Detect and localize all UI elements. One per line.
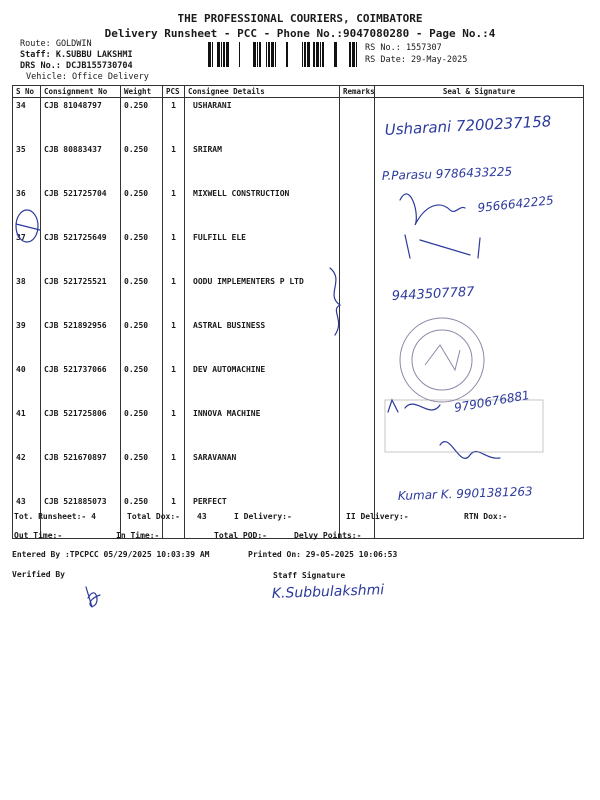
- cell-consignee: PERFECT: [185, 494, 340, 539]
- cell-weight: 0.250: [121, 274, 163, 318]
- row38-bracket-mark: [330, 268, 340, 335]
- cell-pcs: 1: [163, 318, 185, 362]
- row36-phone: 9566642225: [476, 193, 555, 215]
- col-seal-signature: Seal & Signature: [375, 86, 584, 98]
- cell-weight: 0.250: [121, 406, 163, 450]
- staff-signature-label: Staff Signature: [273, 571, 346, 580]
- cell-sno: 34: [13, 98, 41, 143]
- tot-runsheet: Tot. Runsheet:- 4: [14, 512, 96, 521]
- rtn-dox: RTN Dox:-: [464, 512, 508, 521]
- cell-weight: 0.250: [121, 98, 163, 143]
- row36-signature-scribble: [400, 194, 465, 225]
- delvy-points: Delvy Points:-: [294, 531, 362, 540]
- company-title: THE PROFESSIONAL COURIERS, COIMBATORE: [177, 12, 423, 25]
- cell-sno: 36: [13, 186, 41, 230]
- verifier-signature-stroke: [86, 587, 92, 607]
- i-delivery: I Delivery:-: [234, 512, 292, 521]
- cell-weight: 0.250: [121, 230, 163, 274]
- cell-consignment-no: CJB 521725521: [41, 274, 121, 318]
- cell-weight: 0.250: [121, 494, 163, 539]
- out-time: Out Time:-: [14, 531, 63, 540]
- cell-consignee: MIXWELL CONSTRUCTION: [185, 186, 340, 230]
- cell-weight: 0.250: [121, 318, 163, 362]
- cell-sno: 43: [13, 494, 41, 539]
- cell-consignment-no: CJB 521670897: [41, 450, 121, 494]
- vehicle-label: Vehicle: Office Delivery: [26, 72, 149, 82]
- in-time: In Time:-: [116, 531, 160, 540]
- col-remarks: Remarks: [340, 86, 375, 98]
- total-pod: Total POD:-: [214, 531, 267, 540]
- col-pcs: PCS: [163, 86, 185, 98]
- printed-on: Printed On: 29-05-2025 10:06:53: [248, 550, 398, 559]
- ii-delivery: II Delivery:-: [346, 512, 409, 521]
- cell-consignee: USHARANI: [185, 98, 340, 143]
- cell-consignee: INNOVA MACHINE: [185, 406, 340, 450]
- cell-weight: 0.250: [121, 186, 163, 230]
- cell-consignee: SARAVANAN: [185, 450, 340, 494]
- cell-pcs: 1: [163, 98, 185, 143]
- cell-sno: 39: [13, 318, 41, 362]
- runsheet-subtitle: Delivery Runsheet - PCC - Phone No.:9047080280 - Page No.:4: [104, 27, 496, 40]
- staff-signature-scribble: K.Subbulakshmi: [271, 582, 385, 602]
- cell-consignee: DEV AUTOMACHINE: [185, 362, 340, 406]
- cell-consignee: SRIRAM: [185, 142, 340, 186]
- cell-pcs: 1: [163, 406, 185, 450]
- cell-weight: 0.250: [121, 362, 163, 406]
- cell-sno: 37: [13, 230, 41, 274]
- cell-pcs: 1: [163, 274, 185, 318]
- total-dox-value: 43: [197, 512, 207, 521]
- cell-consignee: ASTRAL BUSINESS: [185, 318, 340, 362]
- drs-number: DRS No.: DCJB155730704: [20, 61, 133, 71]
- cell-weight: 0.250: [121, 142, 163, 186]
- row38-phone: 9443507787: [391, 284, 475, 304]
- cell-pcs: 1: [163, 142, 185, 186]
- row37-signature-scribble: [405, 235, 480, 258]
- entered-by: Entered By :TPCPCC 05/29/2025 10:03:39 AM: [12, 550, 210, 559]
- cell-consignment-no: CJB 521725649: [41, 230, 121, 274]
- cell-pcs: 1: [163, 230, 185, 274]
- cell-pcs: 1: [163, 494, 185, 539]
- cell-sno: 40: [13, 362, 41, 406]
- row41-phone: 9790676881: [453, 387, 531, 415]
- row34-signature: Usharani 7200237158: [384, 112, 552, 139]
- row41-signature-scribble: [388, 400, 440, 412]
- cell-pcs: 1: [163, 186, 185, 230]
- row43-signature: Kumar K. 9901381263: [397, 484, 533, 503]
- route-label: Route: GOLDWIN: [20, 39, 92, 49]
- total-dox-label: Total Dox:-: [127, 512, 180, 521]
- row35-signature: P.Parasu 9786433225: [381, 164, 513, 183]
- cell-consignment-no: CJB 80883437: [41, 142, 121, 186]
- cell-sno: 42: [13, 450, 41, 494]
- col-consignee: Consignee Details: [185, 86, 340, 98]
- row42-signature-scribble: [440, 442, 500, 459]
- cell-consignee: FULFILL ELE: [185, 230, 340, 274]
- row37-strike-mark: [16, 224, 40, 230]
- col-consignment: Consignment No: [41, 86, 121, 98]
- cell-sno: 35: [13, 142, 41, 186]
- row37-circle-mark: [16, 210, 38, 242]
- rs-number: RS No.: 1557307: [365, 43, 442, 53]
- cell-pcs: 1: [163, 450, 185, 494]
- cell-consignment-no: CJB 81048797: [41, 98, 121, 143]
- cell-consignee: OODU IMPLEMENTERS P LTD: [185, 274, 340, 318]
- cell-consignment-no: CJB 521892956: [41, 318, 121, 362]
- rs-date: RS Date: 29-May-2025: [365, 55, 468, 65]
- cell-sno: 38: [13, 274, 41, 318]
- staff-label: Staff: K.SUBBU LAKSHMI: [20, 50, 133, 60]
- cell-pcs: 1: [163, 362, 185, 406]
- cell-consignment-no: CJB 521725806: [41, 406, 121, 450]
- cell-weight: 0.250: [121, 450, 163, 494]
- cell-consignment-no: CJB 521737066: [41, 362, 121, 406]
- cell-consignment-no: CJB 521885073: [41, 494, 121, 539]
- cell-sno: 41: [13, 406, 41, 450]
- col-sno: S No: [13, 86, 41, 98]
- verified-by: Verified By: [12, 570, 65, 579]
- cell-consignment-no: CJB 521725704: [41, 186, 121, 230]
- col-weight: Weight: [121, 86, 163, 98]
- company-seal-stamp: [400, 318, 484, 402]
